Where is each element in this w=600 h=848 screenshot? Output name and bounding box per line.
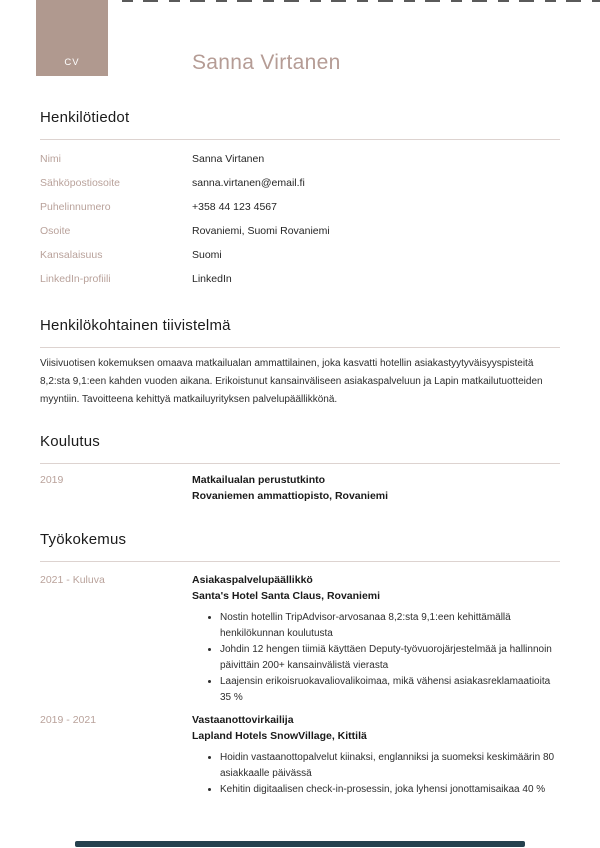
info-row-address — [40, 224, 560, 239]
section-title-education: Koulutus — [40, 433, 100, 450]
achievement-item: • Hoidin vastaanottopalvelut kiinaksi, englanniksi ja suomeksi keskimäärin 80 asiakkaalle päivässä — [220, 750, 560, 782]
info-label: Nimi — [40, 153, 61, 165]
achievement-item: • Laajensin erikoisruokavaliovalikoimaa, mikä vähensi asiakasreklamaatioita 35 % — [220, 674, 560, 706]
info-value: LinkedIn — [192, 273, 232, 285]
work-entry — [40, 572, 560, 706]
section-work — [40, 530, 560, 798]
work-entry — [40, 712, 560, 798]
info-value: Rovaniemi, Suomi Rovaniemi — [192, 225, 330, 237]
work-employer: Santa's Hotel Santa Claus, Rovaniemi — [192, 590, 381, 602]
info-row-phone — [40, 200, 560, 215]
work-entry-body — [192, 712, 560, 798]
personal-rows — [40, 152, 560, 287]
achievement-list — [192, 610, 560, 706]
section-title-personal: Henkilötiedot — [40, 109, 130, 126]
info-label: Sähköpostiosoite — [40, 177, 120, 189]
cv-content — [0, 108, 600, 798]
info-row-name — [40, 152, 560, 167]
achievement-item: • Johdin 12 hengen tiimiä käyttäen Deputy-työvuorojärjestelmää ja hallinnoin päivittäin 200+ kansainvälistä vierasta — [220, 642, 560, 674]
work-entry-body — [192, 572, 560, 706]
page-footer-bar — [75, 841, 525, 847]
info-row-linkedin — [40, 272, 560, 287]
work-role: Asiakaspalvelupäällikkö — [192, 574, 313, 586]
section-title-summary: Henkilökohtainen tiivistelmä — [40, 317, 231, 334]
cv-badge — [36, 0, 108, 76]
education-entry-body — [192, 472, 560, 504]
page-edge-artifact — [122, 0, 600, 2]
education-school: Rovaniemen ammattiopisto, Rovaniemi — [192, 490, 389, 502]
section-divider — [40, 463, 560, 464]
info-value: +358 44 123 4567 — [192, 201, 277, 213]
section-divider — [40, 347, 560, 348]
achievement-item: • Nostin hotellin TripAdvisor-arvosanaa 8,2:sta 9,1:een kehittämällä henkilökunnan koulutusta — [220, 610, 560, 642]
section-personal — [40, 108, 560, 287]
work-period: 2019 - 2021 — [40, 714, 97, 726]
cv-badge-label: CV — [64, 57, 80, 68]
info-value: Suomi — [192, 249, 222, 261]
education-entry — [40, 472, 560, 504]
info-label: Puhelinnumero — [40, 201, 111, 213]
section-divider — [40, 139, 560, 140]
info-label: Kansalaisuus — [40, 249, 103, 261]
page-title: Sanna Virtanen — [192, 51, 341, 74]
section-divider — [40, 561, 560, 562]
work-employer: Lapland Hotels SnowVillage, Kittilä — [192, 730, 367, 742]
section-summary — [40, 316, 560, 409]
achievement-item: • Kehitin digitaalisen check-in-prosessin, joka lyhensi jonottamisaikaa 40 % — [220, 782, 560, 798]
achievement-list — [192, 750, 560, 798]
education-degree: Matkailualan perustutkinto — [192, 474, 326, 486]
info-value: Sanna Virtanen — [192, 153, 265, 165]
education-period: 2019 — [40, 474, 64, 486]
work-role: Vastaanottovirkailija — [192, 714, 294, 726]
section-title-work: Työkokemus — [40, 531, 127, 548]
info-row-nationality — [40, 248, 560, 263]
info-row-email — [40, 176, 560, 191]
info-label: Osoite — [40, 225, 71, 237]
info-value: sanna.virtanen@email.fi — [192, 177, 305, 189]
section-education — [40, 432, 560, 504]
info-label: LinkedIn-profiili — [40, 273, 111, 285]
summary-text: Viisivuotisen kokemuksen omaava matkailualan ammattilainen, joka kasvatti hotellin asiakastyytyväisyyspisteitä 8,2:sta 9,1:een kahden vuoden aikana. Erikoistunut kansainväliseen asiakaspalveluun ja Lapin matkailutuotteiden myyntiin. Tavoitteena kehittyä matkailuyrityksen palvelupäällikkönä. — [40, 358, 543, 405]
work-period: 2021 - Kuluva — [40, 574, 105, 586]
